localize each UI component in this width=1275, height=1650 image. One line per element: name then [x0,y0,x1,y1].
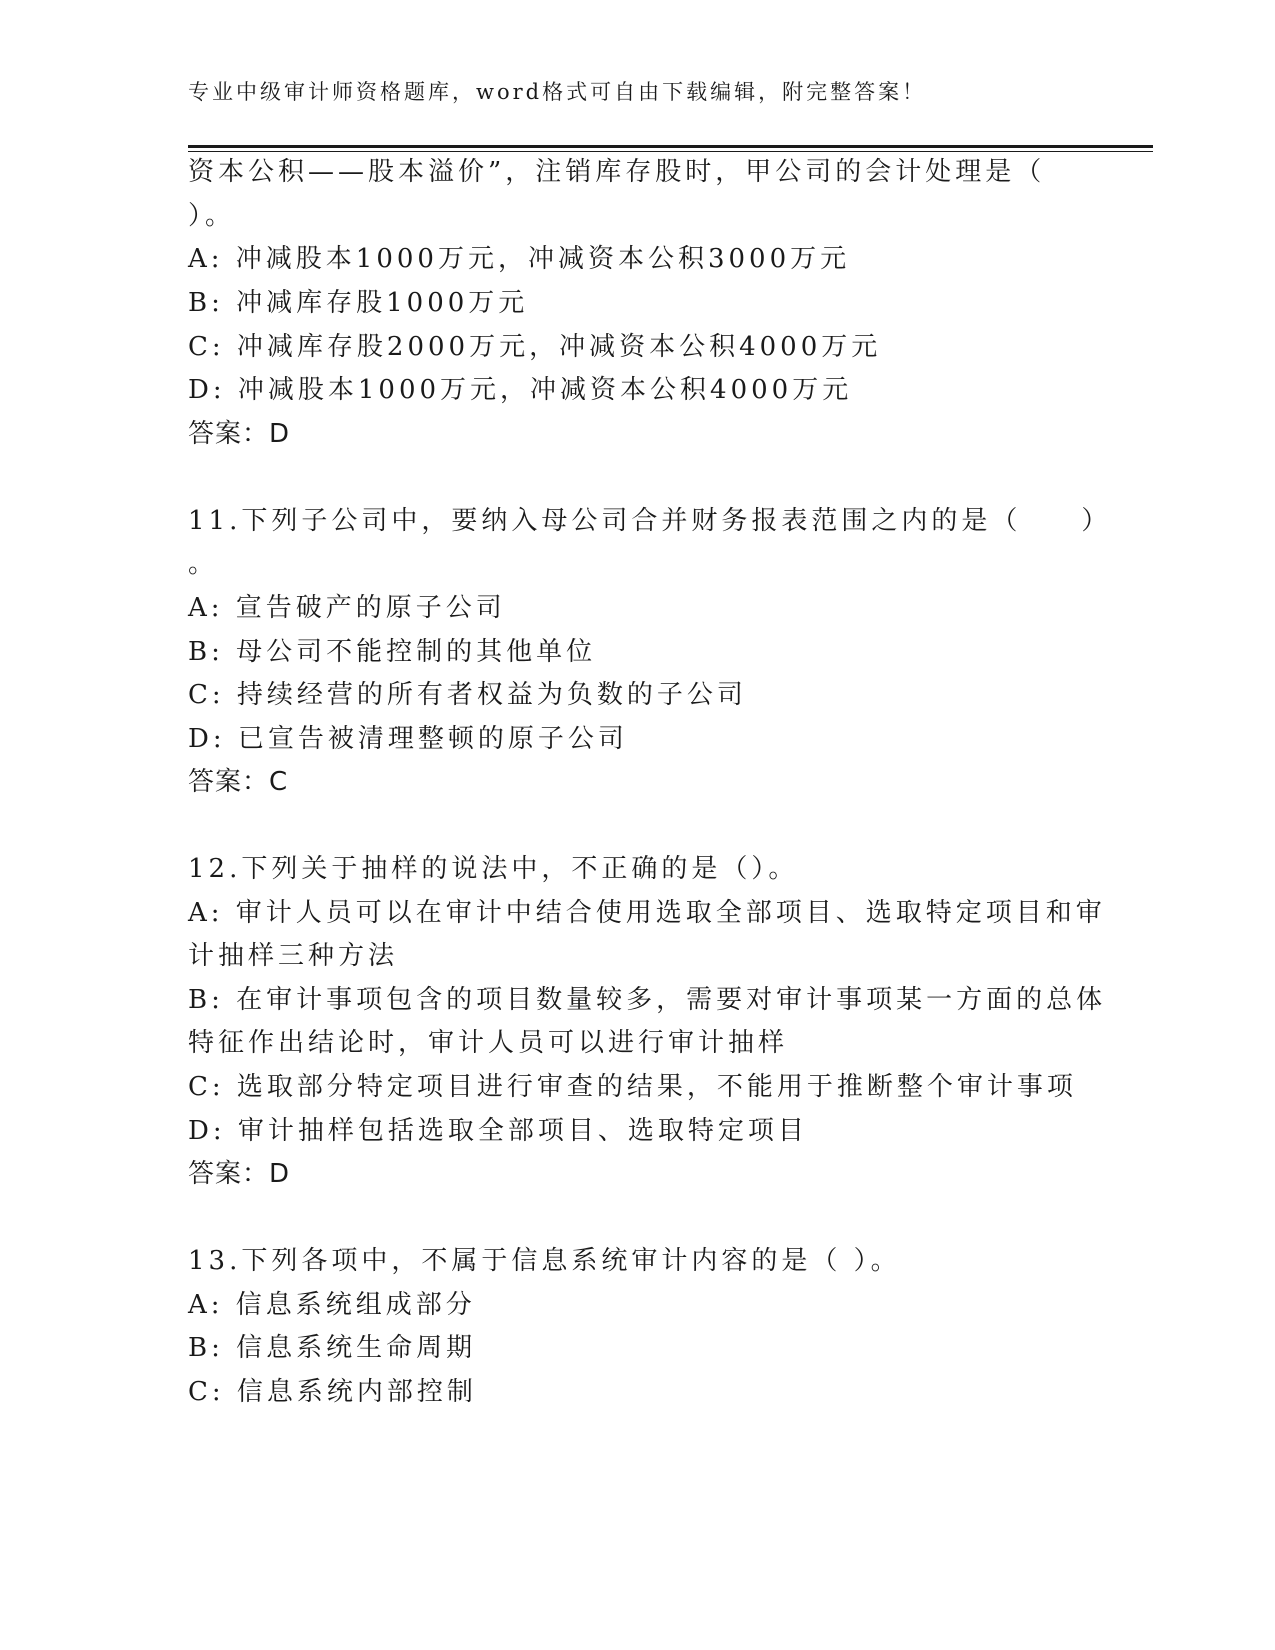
q12-answer: 答案：D [188,1159,291,1189]
header-rule [188,145,1153,148]
header-rule-thin [188,151,1153,152]
page-header: 专业中级审计师资格题库，word格式可自由下载编辑，附完整答案！ [188,80,927,104]
q12-option-b-line1: B: 在审计事项包含的项目数量较多，需要对审计事项某一方面的总体 [188,985,1107,1015]
q10-answer: 答案：D [188,419,291,449]
q13-option-a: A: 信息系统组成部分 [188,1290,476,1320]
q11-option-b: B: 母公司不能控制的其他单位 [188,637,597,667]
q11-stem-line2: 。 [188,549,219,579]
q10-option-a: A: 冲减股本1000万元，冲减资本公积3000万元 [188,244,851,274]
q12-option-a-line1: A: 审计人员可以在审计中结合使用选取全部项目、选取特定项目和审 [188,898,1106,928]
q10-option-b: B: 冲减库存股1000万元 [188,288,529,318]
q10-stem-line1: 资本公积——股本溢价”，注销库存股时，甲公司的会计处理是（ [188,157,1046,187]
q11-option-a: A: 宣告破产的原子公司 [188,593,506,623]
q10-stem-line2: ）。 [188,201,236,231]
q13-stem: 13.下列各项中，不属于信息系统审计内容的是（ ）。 [188,1246,901,1276]
q12-option-a-line2: 计抽样三种方法 [188,941,399,971]
q11-stem-line1: 11.下列子公司中，要纳入母公司合并财务报表范围之内的是（ ） [188,506,1112,536]
q12-stem: 12.下列关于抽样的说法中，不正确的是（）。 [188,854,799,884]
q13-option-c: C: 信息系统内部控制 [188,1377,477,1407]
q12-option-b-line2: 特征作出结论时，审计人员可以进行审计抽样 [188,1028,789,1058]
q11-option-d: D: 已宣告被清理整顿的原子公司 [188,724,628,754]
q10-option-d: D: 冲减股本1000万元，冲减资本公积4000万元 [188,375,853,405]
q11-answer: 答案：C [188,767,289,797]
q12-option-c: C: 选取部分特定项目进行审查的结果，不能用于推断整个审计事项 [188,1072,1077,1102]
q10-option-c: C: 冲减库存股2000万元，冲减资本公积4000万元 [188,332,882,362]
q12-option-d: D: 审计抽样包括选取全部项目、选取特定项目 [188,1116,808,1146]
q13-option-b: B: 信息系统生命周期 [188,1333,477,1363]
q11-option-c: C: 持续经营的所有者权益为负数的子公司 [188,680,747,710]
